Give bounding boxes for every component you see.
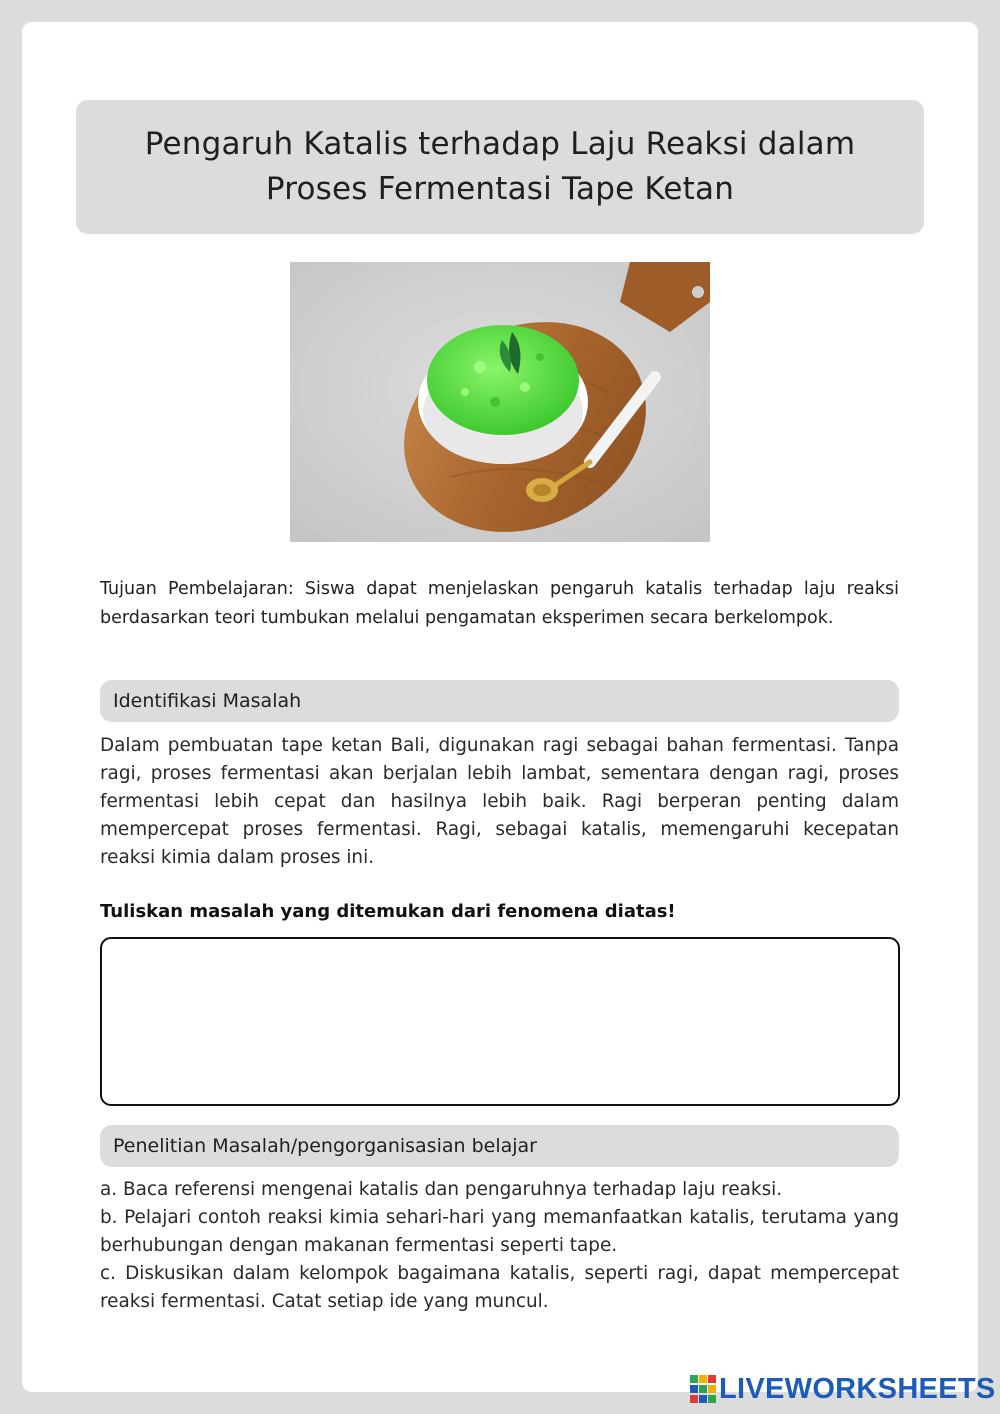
list-item: b. Pelajari contoh reaksi kimia sehari-hari yang memanfaatkan katalis, terutama yang berhubungan dengan makanan fermentasi seperti tape.	[100, 1207, 899, 1256]
list-item: c. Diskusikan dalam kelompok bagaimana katalis, seperti ragi, dapat mempercepat reaksi fermentasi. Catat setiap ide yang muncul.	[100, 1263, 899, 1312]
list-item: a. Baca referensi mengenai katalis dan pengaruhnya terhadap laju reaksi.	[100, 1179, 783, 1200]
page-title: Pengaruh Katalis terhadap Laju Reaksi dalam Proses Fermentasi Tape Ketan	[144, 126, 856, 207]
learning-objective: Tujuan Pembelajaran: Siswa dapat menjelaskan pengaruh katalis terhadap laju reaksi berdasarkan teori tumbukan melalui pengamatan eksperimen secara berkelompok.	[100, 579, 899, 628]
liveworksheets-icon	[690, 1375, 716, 1403]
brand-name: LIVEWORKSHEETS	[719, 1372, 996, 1405]
question-prompt: Tuliskan masalah yang ditemukan dari fenomena diatas!	[100, 901, 676, 922]
problem-description: Dalam pembuatan tape ketan Bali, digunakan ragi sebagai bahan fermentasi. Tanpa ragi, proses fermentasi akan berjalan lebih lambat, sementara dengan ragi, proses fermentasi lebih cepat dan hasilnya lebih baik. Ragi berperan penting dalam mempercepat proses fermentasi. Ragi, sebagai katalis, memengaruhi kecepatan reaksi kimia dalam proses ini.	[100, 735, 899, 868]
section-heading-penelitian: Penelitian Masalah/pengorganisasian belajar	[100, 1125, 899, 1167]
liveworksheets-logo	[690, 1372, 996, 1406]
green-tape-ketan-bowl-photo	[290, 262, 710, 542]
section-heading-identifikasi: Identifikasi Masalah	[100, 680, 899, 722]
answer-input[interactable]	[100, 937, 900, 1106]
tape-ketan-photo	[290, 262, 710, 542]
title-banner	[76, 100, 924, 234]
